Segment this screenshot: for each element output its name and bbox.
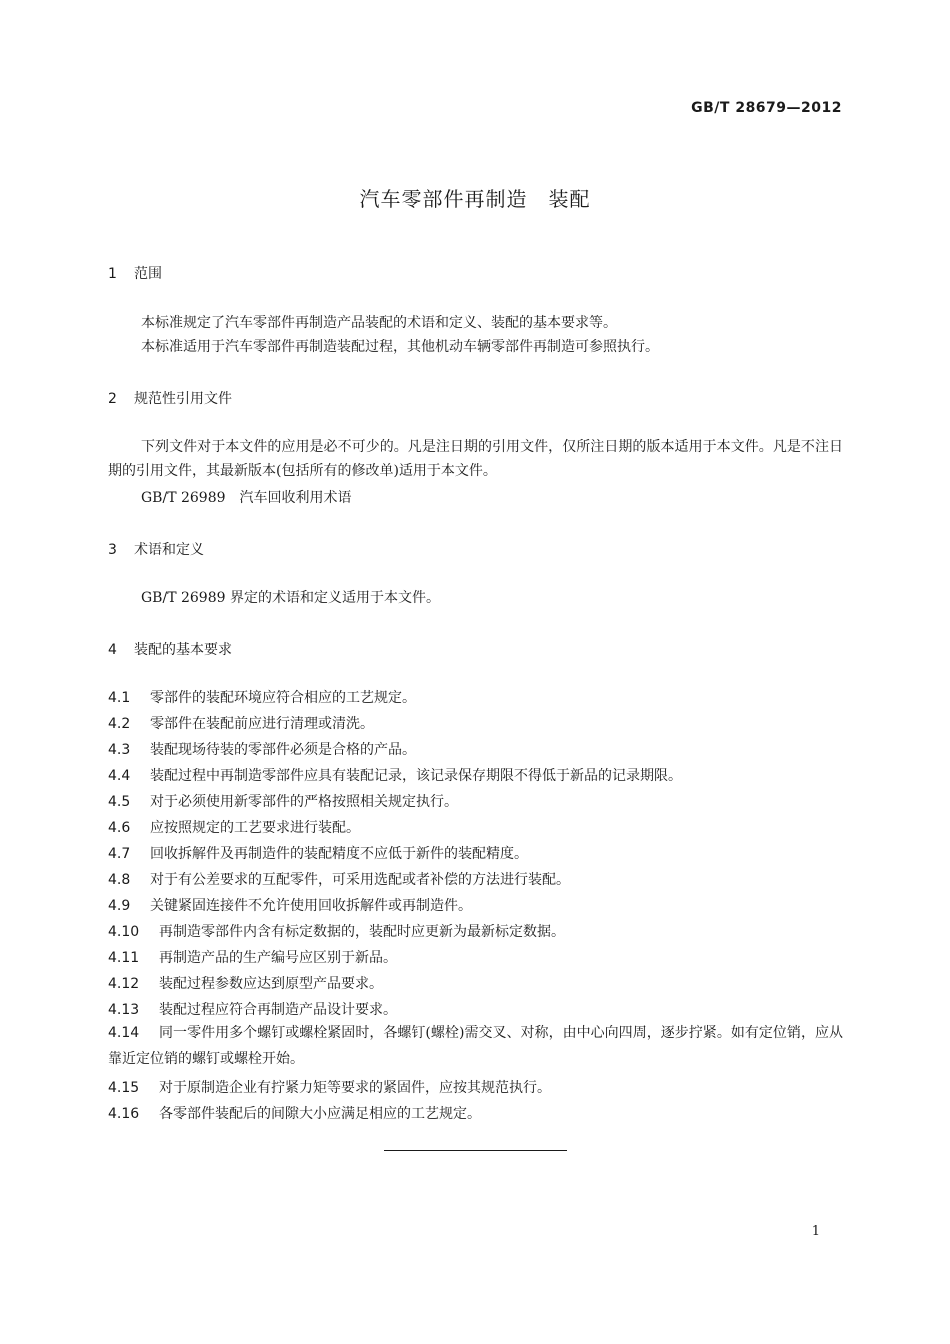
requirement-item [108, 843, 528, 863]
page-number: 1 [811, 1224, 820, 1239]
section-3-heading [108, 539, 204, 559]
item-number: 4.11 [108, 950, 140, 966]
requirement-item [108, 713, 374, 733]
end-rule [384, 1150, 567, 1151]
item-text: 关键紧固连接件不允许使用回收拆解件或再制造件。 [150, 898, 472, 914]
item-number: 4.15 [108, 1080, 140, 1096]
item-number: 4.5 [108, 794, 131, 810]
item-text: 再制造产品的生产编号应区别于新品。 [159, 950, 397, 966]
section-title: 范围 [134, 266, 162, 282]
section-number: 2 [108, 391, 117, 407]
references-paragraph: 下列文件对于本文件的应用是必不可少的。凡是注日期的引用文件，仅所注日期的版本适用于本文件。凡是不注日期的引用文件，其最新版本(包括所有的修改单)适用于本文件。 [108, 439, 843, 479]
requirement-item [108, 895, 472, 915]
requirement-item [108, 739, 416, 759]
item-text: 再制造零部件内含有标定数据的，装配时应更新为最新标定数据。 [159, 924, 565, 940]
item-number: 4.7 [108, 846, 131, 862]
item-text: 装配过程参数应达到原型产品要求。 [159, 976, 383, 992]
section-title: 规范性引用文件 [134, 391, 232, 407]
item-text: 对于必须使用新零部件的严格按照相关规定执行。 [150, 794, 458, 810]
section-title: 术语和定义 [134, 542, 204, 558]
item-number: 4.16 [108, 1106, 140, 1122]
item-number: 4.2 [108, 716, 131, 732]
item-number: 4.3 [108, 742, 131, 758]
scope-paragraph-1: 本标准规定了汽车零部件再制造产品装配的术语和定义、装配的基本要求等。 [141, 315, 617, 331]
requirement-item [108, 791, 458, 811]
reference-item: GB/T 26989 汽车回收利用术语 [141, 490, 352, 506]
section-number: 4 [108, 642, 117, 658]
item-number: 4.6 [108, 820, 131, 836]
item-text: 回收拆解件及再制造件的装配精度不应低于新件的装配精度。 [150, 846, 528, 862]
item-text: 应按照规定的工艺要求进行装配。 [150, 820, 360, 836]
requirement-item [108, 921, 565, 941]
item-text: 装配现场待装的零部件必须是合格的产品。 [150, 742, 416, 758]
section-1-heading [108, 263, 162, 283]
requirement-item [108, 1103, 481, 1123]
section-number: 3 [108, 542, 117, 558]
item-number: 4.1 [108, 690, 131, 706]
item-text: 零部件的装配环境应符合相应的工艺规定。 [150, 690, 416, 706]
item-number: 4.12 [108, 976, 140, 992]
item-text: 对于有公差要求的互配零件，可采用选配或者补偿的方法进行装配。 [150, 872, 570, 888]
item-number: 4.4 [108, 768, 131, 784]
section-2-heading [108, 388, 232, 408]
requirement-item [108, 947, 397, 967]
item-text: 零部件在装配前应进行清理或清洗。 [150, 716, 374, 732]
item-number: 4.10 [108, 924, 140, 940]
item-number: 4.13 [108, 1002, 140, 1018]
requirement-item [108, 687, 416, 707]
item-text: 各零部件装配后的间隙大小应满足相应的工艺规定。 [159, 1106, 481, 1122]
item-number: 4.14 [108, 1025, 140, 1041]
item-text: 对于原制造企业有拧紧力矩等要求的紧固件，应按其规范执行。 [159, 1080, 551, 1096]
requirement-item [108, 1077, 551, 1097]
item-text: 装配过程应符合再制造产品设计要求。 [159, 1002, 397, 1018]
item-number: 4.9 [108, 898, 131, 914]
item-number: 4.8 [108, 872, 131, 888]
requirement-item [108, 999, 397, 1019]
document-title: 汽车零部件再制造 装配 [359, 187, 591, 211]
requirement-item [108, 869, 570, 889]
requirement-item [108, 1020, 843, 1072]
standard-number: GB/T 28679—2012 [691, 100, 842, 116]
section-number: 1 [108, 266, 117, 282]
requirement-item [108, 765, 682, 785]
terms-paragraph: GB/T 26989 界定的术语和定义适用于本文件。 [141, 590, 440, 606]
requirement-item [108, 817, 360, 837]
item-text: 装配过程中再制造零部件应具有装配记录，该记录保存期限不得低于新品的记录期限。 [150, 768, 682, 784]
item-text: 同一零件用多个螺钉或螺栓紧固时，各螺钉(螺栓)需交叉、对称，由中心向四周，逐步拧紧。如有定位销，应从靠近定位销的螺钉或螺栓开始。 [108, 1025, 843, 1067]
requirement-item [108, 973, 383, 993]
scope-paragraph-2: 本标准适用于汽车零部件再制造装配过程，其他机动车辆零部件再制造可参照执行。 [141, 339, 659, 355]
section-4-heading [108, 639, 232, 659]
section-title: 装配的基本要求 [134, 642, 232, 658]
